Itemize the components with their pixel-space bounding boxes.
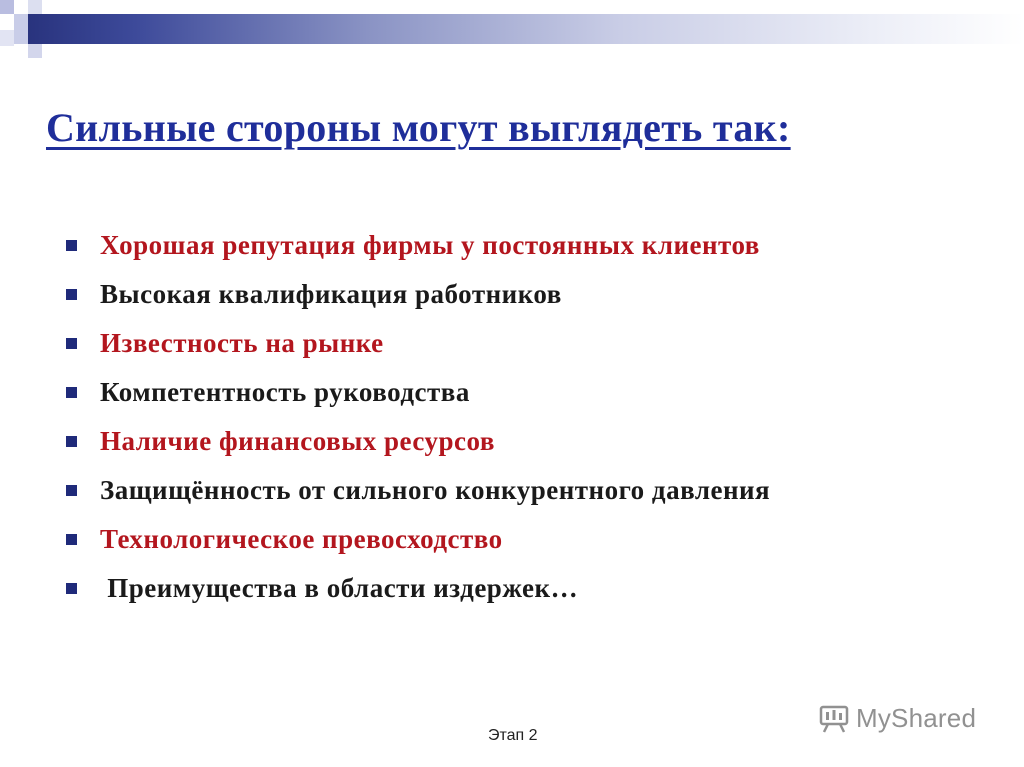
square-bullet-icon — [66, 289, 77, 300]
list-item — [66, 275, 770, 324]
decor-square — [14, 0, 28, 14]
decor-square — [0, 0, 14, 14]
list-item — [66, 422, 770, 471]
myshared-watermark[interactable] — [818, 703, 976, 734]
decor-square — [14, 14, 28, 44]
slide-footer: Этап 2 — [488, 727, 538, 744]
header-gradient-bar — [14, 14, 1024, 44]
slide-title: Сильные стороны могут выглядеть так: — [46, 105, 791, 150]
header-decoration-squares — [0, 0, 42, 58]
list-item — [66, 569, 770, 618]
decor-square — [0, 30, 14, 46]
list-item — [66, 226, 770, 275]
square-bullet-icon — [66, 534, 77, 545]
decor-square — [0, 14, 14, 30]
square-bullet-icon — [66, 338, 77, 349]
list-item-text: Технологическое превосходство — [100, 524, 503, 554]
watermark-text: MyShared — [856, 703, 977, 733]
list-item — [66, 520, 770, 569]
list-item-text: Защищённость от сильного конкурентного давления — [100, 475, 771, 505]
square-bullet-icon — [66, 436, 77, 447]
decor-square — [14, 44, 28, 58]
decor-square — [28, 44, 42, 58]
list-item-text: Преимущества в области издержек… — [100, 573, 579, 603]
decor-square — [28, 0, 42, 14]
list-item — [66, 471, 770, 520]
list-item-text: Известность на рынке — [100, 328, 384, 358]
list-item-text: Высокая квалификация работников — [100, 279, 562, 309]
list-item-text: Компетентность руководства — [100, 377, 470, 407]
list-item — [66, 373, 770, 422]
square-bullet-icon — [66, 387, 77, 398]
myshared-logo-icon — [818, 705, 850, 733]
list-item-text: Наличие финансовых ресурсов — [100, 426, 495, 456]
square-bullet-icon — [66, 485, 77, 496]
list-item — [66, 324, 770, 373]
square-bullet-icon — [66, 583, 77, 594]
square-bullet-icon — [66, 240, 77, 251]
bullet-list — [66, 226, 770, 618]
list-item-text: Хорошая репутация фирмы у постоянных клиентов — [100, 230, 760, 260]
